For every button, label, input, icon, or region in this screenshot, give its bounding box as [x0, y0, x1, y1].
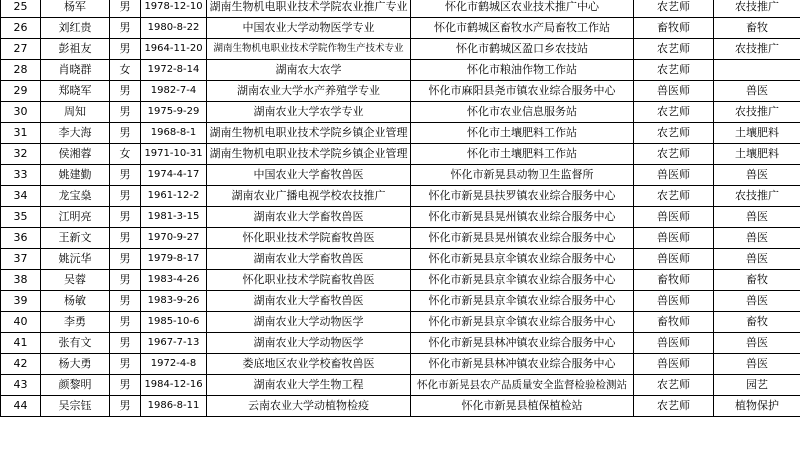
cell-job-title: 兽医师	[634, 81, 714, 102]
cell-birthdate: 1971-10-31	[141, 144, 207, 165]
cell-school-major: 湖南农业大学畜牧兽医	[207, 291, 411, 312]
cell-gender: 男	[110, 249, 141, 270]
cell-birthdate: 1964-11-20	[141, 39, 207, 60]
cell-name: 郑晓军	[41, 81, 110, 102]
cell-birthdate: 1968-8-1	[141, 123, 207, 144]
cell-specialty: 兽医	[714, 165, 800, 186]
table-row	[1, 291, 800, 312]
cell-gender: 男	[110, 39, 141, 60]
cell-school-major: 中国农业大学动物医学专业	[207, 18, 411, 39]
cell-school-major: 湖南农业广播电视学校农技推广	[207, 186, 411, 207]
cell-work-unit: 怀化市新晃县京伞镇农业综合服务中心	[411, 270, 634, 291]
cell-school-major: 湖南农业大学动物医学	[207, 333, 411, 354]
cell-work-unit: 怀化市鹤城区畜牧水产局畜牧工作站	[411, 18, 634, 39]
cell-number: 32	[1, 144, 41, 165]
cell-name: 侯湘蓉	[41, 144, 110, 165]
cell-birthdate: 1986-8-11	[141, 396, 207, 417]
cell-specialty: 植物保护	[714, 396, 800, 417]
cell-gender: 男	[110, 0, 141, 18]
cell-school-major: 云南农业大学动植物检疫	[207, 396, 411, 417]
cell-birthdate: 1978-12-10	[141, 0, 207, 18]
cell-specialty: 畜牧	[714, 270, 800, 291]
cell-school-major: 怀化职业技术学院畜牧兽医	[207, 270, 411, 291]
cell-job-title: 兽医师	[634, 165, 714, 186]
cell-job-title: 农艺师	[634, 0, 714, 18]
table-row	[1, 207, 800, 228]
cell-job-title: 农艺师	[634, 102, 714, 123]
cell-birthdate: 1967-7-13	[141, 333, 207, 354]
table-row	[1, 312, 800, 333]
cell-name: 李大海	[41, 123, 110, 144]
cell-job-title: 兽医师	[634, 207, 714, 228]
cell-birthdate: 1981-3-15	[141, 207, 207, 228]
cell-school-major: 湖南农业大学畜牧兽医	[207, 207, 411, 228]
cell-school-major: 中国农业大学畜牧兽医	[207, 165, 411, 186]
cell-number: 31	[1, 123, 41, 144]
table-row	[1, 39, 800, 60]
table-row	[1, 165, 800, 186]
cell-gender: 男	[110, 18, 141, 39]
table-row	[1, 375, 800, 396]
cell-specialty: 兽医	[714, 291, 800, 312]
cell-work-unit: 怀化市土壤肥料工作站	[411, 144, 634, 165]
cell-specialty: 农技推广	[714, 0, 800, 18]
cell-name: 姚沅华	[41, 249, 110, 270]
cell-birthdate: 1984-12-16	[141, 375, 207, 396]
cell-work-unit: 怀化市新晃县扶罗镇农业综合服务中心	[411, 186, 634, 207]
cell-job-title: 农艺师	[634, 186, 714, 207]
cell-job-title: 农艺师	[634, 123, 714, 144]
table-row	[1, 144, 800, 165]
table-row	[1, 354, 800, 375]
cell-name: 吴蓉	[41, 270, 110, 291]
cell-school-major: 娄底地区农业学校畜牧兽医	[207, 354, 411, 375]
cell-work-unit: 怀化市鹤城区盈口乡农技站	[411, 39, 634, 60]
cell-work-unit: 怀化市农业信息服务站	[411, 102, 634, 123]
cell-school-major: 湖南农业大学生物工程	[207, 375, 411, 396]
cell-work-unit: 怀化市鹤城区农业技术推广中心	[411, 0, 634, 18]
cell-gender: 男	[110, 123, 141, 144]
cell-gender: 男	[110, 228, 141, 249]
cell-work-unit: 怀化市新晃县林冲镇农业综合服务中心	[411, 354, 634, 375]
cell-school-major: 湖南生物机电职业技术学院农业推广专业	[207, 0, 411, 18]
cell-job-title: 畜牧师	[634, 312, 714, 333]
table-row	[1, 0, 800, 18]
cell-birthdate: 1972-8-14	[141, 60, 207, 81]
cell-number: 39	[1, 291, 41, 312]
table-row	[1, 18, 800, 39]
cell-name: 肖晓群	[41, 60, 110, 81]
cell-birthdate: 1982-7-4	[141, 81, 207, 102]
cell-gender: 男	[110, 396, 141, 417]
cell-gender: 男	[110, 102, 141, 123]
cell-specialty: 农技推广	[714, 186, 800, 207]
cell-job-title: 农艺师	[634, 60, 714, 81]
cell-number: 30	[1, 102, 41, 123]
cell-specialty: 兽医	[714, 333, 800, 354]
cell-number: 33	[1, 165, 41, 186]
cell-school-major: 湖南农业大学动物医学	[207, 312, 411, 333]
cell-name: 杨大勇	[41, 354, 110, 375]
cell-work-unit: 怀化市土壤肥料工作站	[411, 123, 634, 144]
cell-work-unit: 怀化市新晃县晃州镇农业综合服务中心	[411, 228, 634, 249]
table-row	[1, 396, 800, 417]
cell-number: 37	[1, 249, 41, 270]
cell-name: 江明亮	[41, 207, 110, 228]
cell-birthdate: 1972-4-8	[141, 354, 207, 375]
cell-birthdate: 1983-4-26	[141, 270, 207, 291]
cell-number: 28	[1, 60, 41, 81]
table-row	[1, 270, 800, 291]
cell-job-title: 兽医师	[634, 249, 714, 270]
cell-number: 26	[1, 18, 41, 39]
cell-birthdate: 1985-10-6	[141, 312, 207, 333]
cell-specialty	[714, 60, 800, 81]
cell-job-title: 农艺师	[634, 144, 714, 165]
cell-specialty: 农技推广	[714, 102, 800, 123]
cell-birthdate: 1983-9-26	[141, 291, 207, 312]
cell-work-unit: 怀化市麻阳县尧市镇农业综合服务中心	[411, 81, 634, 102]
cell-specialty: 土壤肥料	[714, 123, 800, 144]
cell-name: 周知	[41, 102, 110, 123]
cell-school-major: 怀化职业技术学院畜牧兽医	[207, 228, 411, 249]
cell-number: 25	[1, 0, 41, 18]
cell-number: 34	[1, 186, 41, 207]
cell-gender: 男	[110, 312, 141, 333]
cell-gender: 女	[110, 60, 141, 81]
table-row	[1, 123, 800, 144]
cell-gender: 男	[110, 354, 141, 375]
cell-number: 29	[1, 81, 41, 102]
cell-name: 姚建勤	[41, 165, 110, 186]
cell-number: 27	[1, 39, 41, 60]
cell-specialty: 兽医	[714, 207, 800, 228]
cell-work-unit: 怀化市新晃县植保植检站	[411, 396, 634, 417]
cell-gender: 男	[110, 333, 141, 354]
cell-gender: 男	[110, 375, 141, 396]
cell-specialty: 园艺	[714, 375, 800, 396]
cell-school-major: 湖南生物机电职业技术学院乡镇企业管理	[207, 144, 411, 165]
table-body	[1, 0, 800, 417]
cell-job-title: 兽医师	[634, 333, 714, 354]
cell-name: 王新文	[41, 228, 110, 249]
cell-job-title: 兽医师	[634, 354, 714, 375]
cell-birthdate: 1970-9-27	[141, 228, 207, 249]
cell-gender: 男	[110, 291, 141, 312]
cell-school-major: 湖南农大农学	[207, 60, 411, 81]
cell-specialty: 兽医	[714, 228, 800, 249]
cell-birthdate: 1961-12-2	[141, 186, 207, 207]
cell-job-title: 畜牧师	[634, 270, 714, 291]
cell-name: 刘红贵	[41, 18, 110, 39]
cell-work-unit: 怀化市新晃县动物卫生监督所	[411, 165, 634, 186]
cell-job-title: 农艺师	[634, 39, 714, 60]
cell-number: 40	[1, 312, 41, 333]
cell-gender: 男	[110, 207, 141, 228]
cell-birthdate: 1974-4-17	[141, 165, 207, 186]
cell-school-major: 湖南农业大学水产养殖学专业	[207, 81, 411, 102]
cell-job-title: 畜牧师	[634, 18, 714, 39]
cell-job-title: 农艺师	[634, 396, 714, 417]
cell-name: 张有文	[41, 333, 110, 354]
table-row	[1, 102, 800, 123]
cell-school-major: 湖南农业大学农学专业	[207, 102, 411, 123]
cell-specialty: 畜牧	[714, 18, 800, 39]
cell-work-unit: 怀化市粮油作物工作站	[411, 60, 634, 81]
cell-specialty: 农技推广	[714, 39, 800, 60]
cell-specialty: 土壤肥料	[714, 144, 800, 165]
cell-birthdate: 1979-8-17	[141, 249, 207, 270]
cell-number: 38	[1, 270, 41, 291]
table-row	[1, 186, 800, 207]
cell-work-unit: 怀化市新晃县京伞镇农业综合服务中心	[411, 312, 634, 333]
cell-name: 李勇	[41, 312, 110, 333]
cell-number: 42	[1, 354, 41, 375]
cell-work-unit: 怀化市新晃县农产品质量安全监督检验检测站	[411, 375, 634, 396]
cell-name: 杨敏	[41, 291, 110, 312]
cell-work-unit: 怀化市新晃县晃州镇农业综合服务中心	[411, 207, 634, 228]
cell-number: 43	[1, 375, 41, 396]
cell-specialty: 兽医	[714, 81, 800, 102]
table-row	[1, 81, 800, 102]
cell-gender: 男	[110, 81, 141, 102]
table-row	[1, 249, 800, 270]
cell-name: 吴宗钰	[41, 396, 110, 417]
cell-number: 35	[1, 207, 41, 228]
cell-job-title: 兽医师	[634, 228, 714, 249]
cell-job-title: 兽医师	[634, 291, 714, 312]
cell-name: 彭祖友	[41, 39, 110, 60]
cell-work-unit: 怀化市新晃县京伞镇农业综合服务中心	[411, 249, 634, 270]
cell-specialty: 兽医	[714, 354, 800, 375]
cell-name: 杨军	[41, 0, 110, 18]
table-row	[1, 228, 800, 249]
cell-number: 36	[1, 228, 41, 249]
cell-work-unit: 怀化市新晃县林冲镇农业综合服务中心	[411, 333, 634, 354]
cell-birthdate: 1980-8-22	[141, 18, 207, 39]
cell-gender: 男	[110, 270, 141, 291]
cell-name: 颜黎明	[41, 375, 110, 396]
cell-school-major: 湖南生物机电职业技术学院作物生产技术专业	[207, 39, 411, 60]
cell-gender: 男	[110, 186, 141, 207]
cell-job-title: 农艺师	[634, 375, 714, 396]
cell-school-major: 湖南生物机电职业技术学院乡镇企业管理	[207, 123, 411, 144]
table-row	[1, 60, 800, 81]
cell-work-unit: 怀化市新晃县京伞镇农业综合服务中心	[411, 291, 634, 312]
cell-gender: 男	[110, 165, 141, 186]
cell-name: 龙宝燊	[41, 186, 110, 207]
cell-birthdate: 1975-9-29	[141, 102, 207, 123]
cell-gender: 女	[110, 144, 141, 165]
cell-specialty: 兽医	[714, 249, 800, 270]
cell-number: 44	[1, 396, 41, 417]
cell-number: 41	[1, 333, 41, 354]
cell-specialty: 畜牧	[714, 312, 800, 333]
cell-school-major: 湖南农业大学畜牧兽医	[207, 249, 411, 270]
table-row	[1, 333, 800, 354]
